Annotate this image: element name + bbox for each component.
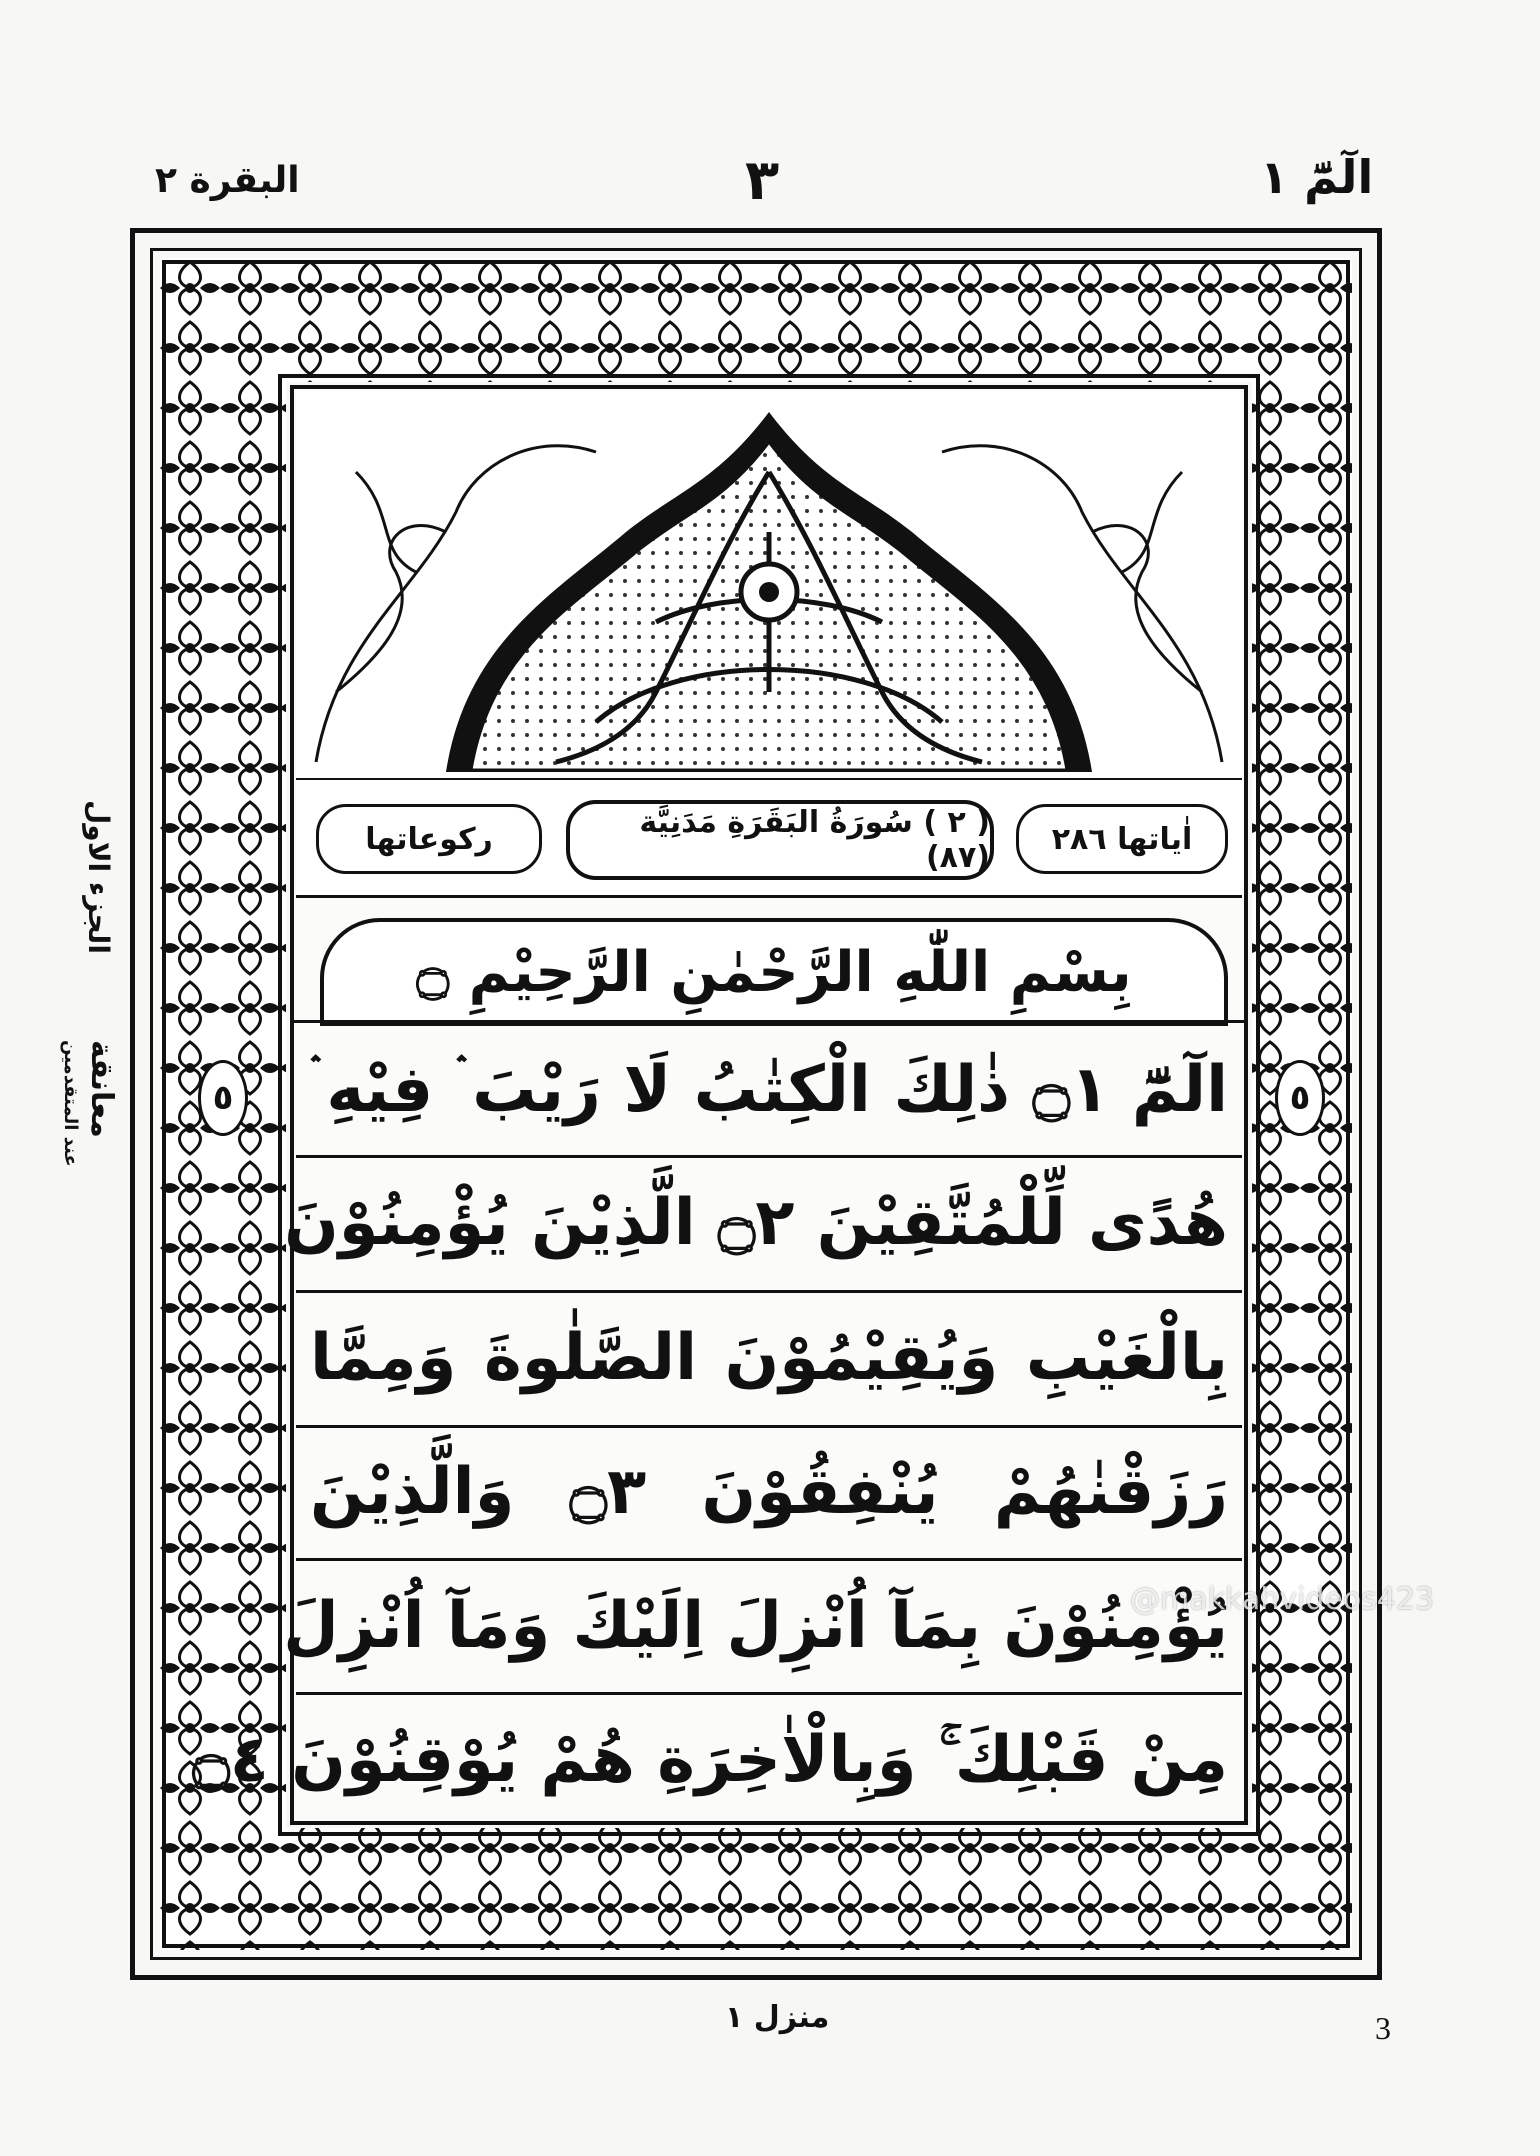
rukuat-label: رکوعاتھا bbox=[365, 821, 493, 857]
bismillah-cartouche bbox=[320, 918, 1228, 1026]
header-surah-name: البقرة ٢ bbox=[155, 160, 300, 201]
ayat-label: اٰیاتھا ٢٨٦ bbox=[1051, 821, 1193, 857]
ruku-medallion-left bbox=[198, 1060, 248, 1136]
ayat-cartouche bbox=[1016, 804, 1228, 874]
rukuat-cartouche bbox=[316, 804, 542, 874]
illuminated-arch bbox=[296, 392, 1242, 780]
line-rule bbox=[296, 1290, 1242, 1293]
verse-line: يُؤْمِنُوْنَ بِمَآ اُنْزِلَ اِلَيْكَ وَمَآ اُنْزِلَ bbox=[283, 1589, 1228, 1663]
footer-page-number: 3 bbox=[1375, 2010, 1391, 2046]
line-rule bbox=[296, 1558, 1242, 1561]
watermark: @makkahvideos423 bbox=[1130, 1582, 1435, 1617]
ruku-medallion-right bbox=[1275, 1060, 1325, 1136]
header-juz-name: الٓمّٓ ١ bbox=[1260, 150, 1374, 204]
verse-line: الٓمّٓ ۝١ ذٰلِكَ الْكِتٰبُ لَا رَيْبَ ۛ فِيْهِ ۛ bbox=[310, 1053, 1229, 1127]
margin-muanaqa: معانقة bbox=[84, 1040, 119, 1138]
margin-juz: الجزء الاول bbox=[82, 800, 115, 954]
surah-name: ( ٢ ) سُورَةُ البَقَرَةِ مَدَنِيَّة (٨٧) bbox=[639, 805, 990, 875]
ruku-number: ٥ bbox=[212, 1078, 234, 1118]
verse-line: هُدًى لِّلْمُتَّقِيْنَ ۝٢ الَّذِيْنَ يُؤْمِنُوْنَ bbox=[284, 1186, 1228, 1260]
footer-manzil: منزل ١ bbox=[725, 2000, 830, 2035]
header-page-number: ٣ bbox=[745, 148, 780, 213]
bismillah: بِسْمِ اللّٰهِ الرَّحْمٰنِ الرَّحِيْمِ ۝ bbox=[416, 939, 1132, 1005]
line-rule bbox=[296, 1692, 1242, 1695]
margin-note: عند المتقدمين bbox=[60, 1040, 81, 1167]
surah-name-cartouche bbox=[566, 800, 994, 880]
verse-line: مِنْ قَبْلِكَ ۚ وَبِالْاٰخِرَةِ هُمْ يُوْقِنُوْنَ ۝٤ bbox=[192, 1723, 1228, 1797]
surah-banner bbox=[296, 780, 1242, 898]
verse-line: بِالْغَيْبِ وَيُقِيْمُوْنَ الصَّلٰوةَ وَمِمَّا bbox=[310, 1321, 1228, 1395]
line-rule bbox=[296, 1425, 1242, 1428]
ruku-number: ٥ bbox=[1289, 1078, 1311, 1118]
verse-line: رَزَقْنٰهُمْ يُنْفِقُوْنَ ۝٣ وَالَّذِيْنَ bbox=[310, 1455, 1229, 1529]
line-rule bbox=[296, 1155, 1242, 1158]
